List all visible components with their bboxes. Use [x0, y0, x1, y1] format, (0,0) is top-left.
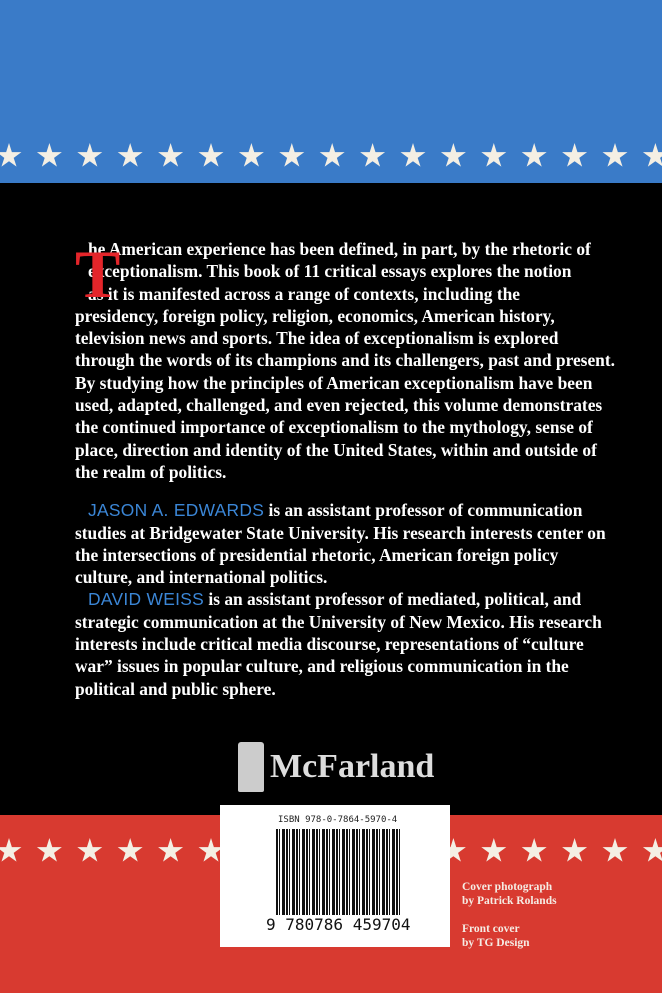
description-line: presidency, foreign policy, religion, economics, American history,	[75, 305, 555, 326]
lantern-icon	[238, 742, 264, 792]
star-icon	[117, 838, 143, 864]
description-line: television news and sports. The idea of exceptionalism is explored	[75, 328, 559, 349]
bio-line: the intersections of presidential rhetoric, American foreign policy	[75, 544, 559, 565]
star-icon	[319, 143, 345, 169]
description-line: as it is manifested across a range of contexts, including the	[88, 283, 521, 304]
star-icon	[562, 143, 588, 169]
back-cover-text	[75, 238, 655, 700]
credits	[462, 880, 557, 950]
publisher-name: McFarland	[270, 748, 435, 785]
star-icon	[602, 838, 628, 864]
star-icon	[562, 838, 588, 864]
description-line: By studying how the principles of American exceptionalism have been	[75, 372, 593, 393]
credit-line: by Patrick Rolands	[462, 895, 557, 907]
ean-number: 9 780786 459704	[266, 915, 411, 934]
bio-line: is an assistant professor of communication	[264, 500, 583, 521]
credit-line: Cover photograph	[462, 881, 553, 893]
credit-line: Front cover	[462, 923, 520, 935]
description	[75, 236, 655, 312]
barcode	[220, 805, 450, 947]
description-line: the realm of politics.	[75, 461, 227, 482]
star-icon	[36, 143, 62, 169]
description-line: he American experience has been defined, in part, by the rhetoric of	[88, 239, 591, 259]
star-icon	[521, 143, 547, 169]
star-icon	[158, 143, 184, 169]
description-line: place, direction and identity of the United States, within and outside of	[75, 439, 597, 460]
star-icon	[36, 838, 62, 864]
bio-line: war” issues in popular culture, and religious communication in the	[75, 656, 569, 677]
star-icon	[0, 838, 22, 864]
author-name: DAVID WEISS	[88, 589, 205, 610]
drop-cap: T	[75, 236, 121, 312]
star-icon	[440, 143, 466, 169]
bio-line: culture, and international politics.	[75, 567, 328, 588]
bio-line: is an assistant professor of mediated, political, and	[204, 589, 582, 610]
star-icon	[642, 143, 662, 169]
author-name: JASON A. EDWARDS	[88, 500, 265, 521]
star-icon	[521, 838, 547, 864]
description-line: through the words of its champions and its challengers, past and present.	[75, 350, 615, 371]
top-star-row	[0, 143, 662, 173]
bio-line: strategic communication at the University of New Mexico. His research	[75, 611, 602, 632]
star-icon	[77, 838, 103, 864]
bio-line: political and public sphere.	[75, 678, 276, 699]
barcode-bars	[276, 829, 400, 921]
author-bio-weiss	[75, 588, 655, 699]
author-bio-edwards	[75, 499, 655, 588]
star-icon	[602, 143, 628, 169]
star-icon	[77, 143, 103, 169]
description-line: used, adapted, challenged, and even rejected, this volume demonstrates	[75, 395, 603, 416]
star-icon	[238, 143, 264, 169]
star-icon	[400, 143, 426, 169]
bio-line: interests include critical media discourse, representations of “culture	[75, 634, 584, 655]
description-line: the continued importance of exceptionalism to the mythology, sense of	[75, 417, 593, 438]
star-icon	[481, 838, 507, 864]
star-icon	[0, 143, 22, 169]
star-icon	[360, 143, 386, 169]
star-icon	[198, 143, 224, 169]
credit-line: by TG Design	[462, 937, 530, 949]
star-icon	[279, 143, 305, 169]
description-line: exceptionalism. This book of 11 critical essays explores the notion	[88, 261, 572, 282]
star-icon	[158, 838, 184, 864]
star-icon	[117, 143, 143, 169]
bio-line: studies at Bridgewater State University. His research interests center on	[75, 522, 606, 543]
star-icon	[642, 838, 662, 864]
isbn-text: ISBN 978-0-7864-5970-4	[278, 815, 398, 825]
star-icon	[481, 143, 507, 169]
publisher-logo	[238, 742, 434, 792]
